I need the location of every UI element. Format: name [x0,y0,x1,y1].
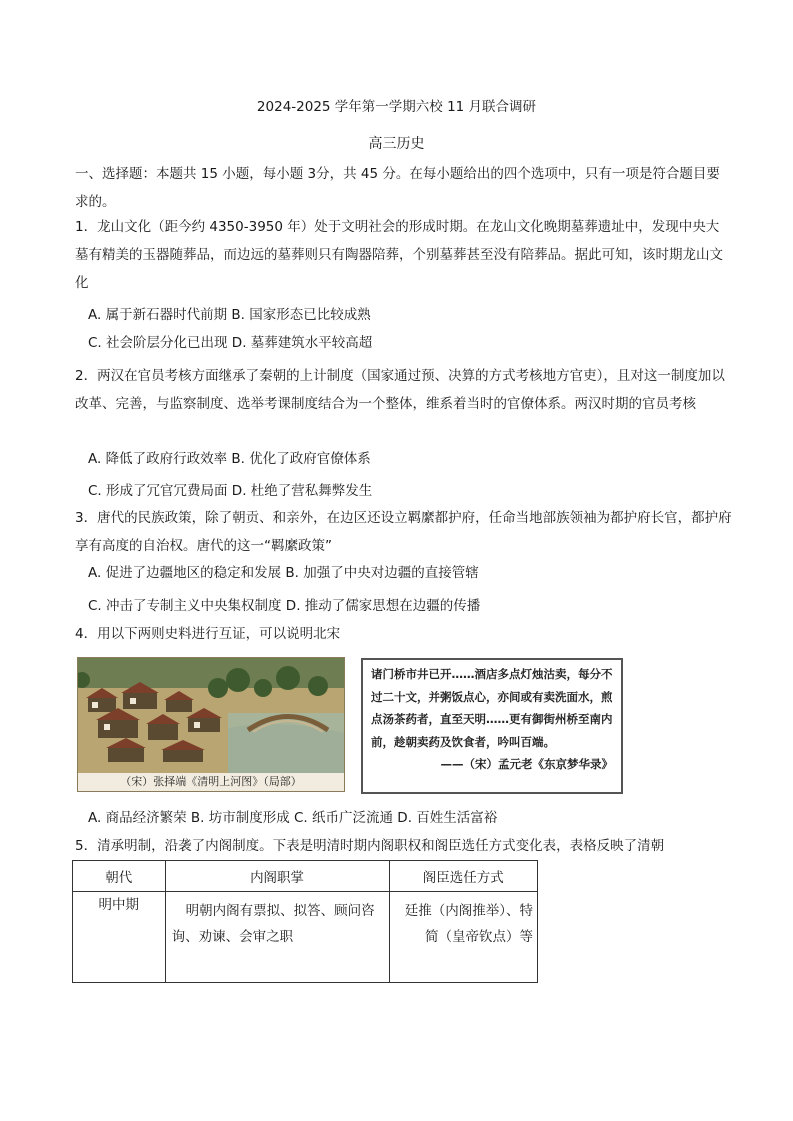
question-1-options-cd: C. 社会阶层分化已出现 D. 墓葬建筑水平较高超 [88,335,373,351]
quote-source: ——（宋）孟元老《东京梦华录》 [440,757,613,771]
question-4-sources [77,655,625,795]
painting-illustration [78,658,344,773]
question-4-stem: 4．用以下两则史料进行互证，可以说明北宋 [75,626,341,642]
table-header-era: 朝代 [73,861,166,892]
question-3-options-cd: C. 冲击了专制主义中央集权制度 D. 推动了儒家思想在边疆的传播 [88,598,481,614]
dongjing-menghua-quote [361,658,623,794]
table-header-duty: 内阁职掌 [165,861,389,892]
question-2-options-cd: C. 形成了冗官冗费局面 D. 杜绝了营私舞弊发生 [88,483,373,499]
question-1-options-ab: A. 属于新石器时代前期 B. 国家形态已比较成熟 [88,307,371,323]
question-3-options-ab: A. 促进了边疆地区的稳定和发展 B. 加强了中央对边疆的直接管辖 [88,565,479,581]
question-5-stem: 5．清承明制，沿袭了内阁制度。下表是明清时期内阁职权和阁臣选任方式变化表，表格反映了清朝 [75,838,665,854]
question-1-stem: 1．龙山文化（距今约 4350-3950 年）处于文明社会的形成时期。在龙山文化晚期墓葬遗址中，发现中央大墓有精美的玉器随葬品，而边远的墓葬则只有陶器陪葬，个别墓葬甚至没有陪葬品。据此可知，该时期龙山文化 [75,219,723,291]
table-cell-duty: 明朝内阁有票拟、拟答、顾问咨询、劝谏、会审之职 [165,892,389,983]
question-2-stem: 2．两汉在官员考核方面继承了秦朝的上计制度（国家通过预、决算的方式考核地方官吏），且对这一制度加以改革、完善，与监察制度、选举考课制度结合为一个整体，维系着当时的官僚体系。两汉时期的官员考核 [75,368,725,412]
question-3-stem: 3．唐代的民族政策，除了朝贡、和亲外，在边区还设立羁縻都护府，任命当地部族领袖为都护府长官，都护府享有高度的自治权。唐代的这一“羁縻政策” [75,510,732,554]
table-cell-era: 明中期 [73,892,166,983]
table-header-row [73,861,538,892]
question-5-table [72,860,538,983]
exam-title: 2024-2025 学年第一学期六校 11 月联合调研 [256,99,537,115]
table-cell-method: 廷推（内阁推举）、特简（皇帝钦点）等 [389,892,537,983]
question-4-options: A. 商品经济繁荣 B. 坊市制度形成 C. 纸币广泛流通 D. 百姓生活富裕 [88,810,498,826]
painting-caption: （宋）张择端《清明上河图》（局部） [78,773,344,791]
quote-text: 诸门桥市井已开……酒店多点灯烛沽卖，每分不过二十文，并粥饭点心，亦间或有卖洗面水，煎点汤茶药者，直至天明……更有御街州桥至南内前，趁朝卖药及饮食者，吟叫百端。 [371,667,613,749]
table-row [73,892,538,983]
table-header-method: 阁臣选任方式 [389,861,537,892]
qingming-painting-image [77,657,345,792]
section-instructions: 一、选择题：本题共 15 小题，每小题 3分，共 45 分。在每小题给出的四个选项中，只有一项是符合题目要求的。 [75,166,720,210]
exam-subject: 高三历史 [368,136,425,152]
question-2-options-ab: A. 降低了政府行政效率 B. 优化了政府官僚体系 [88,451,371,467]
